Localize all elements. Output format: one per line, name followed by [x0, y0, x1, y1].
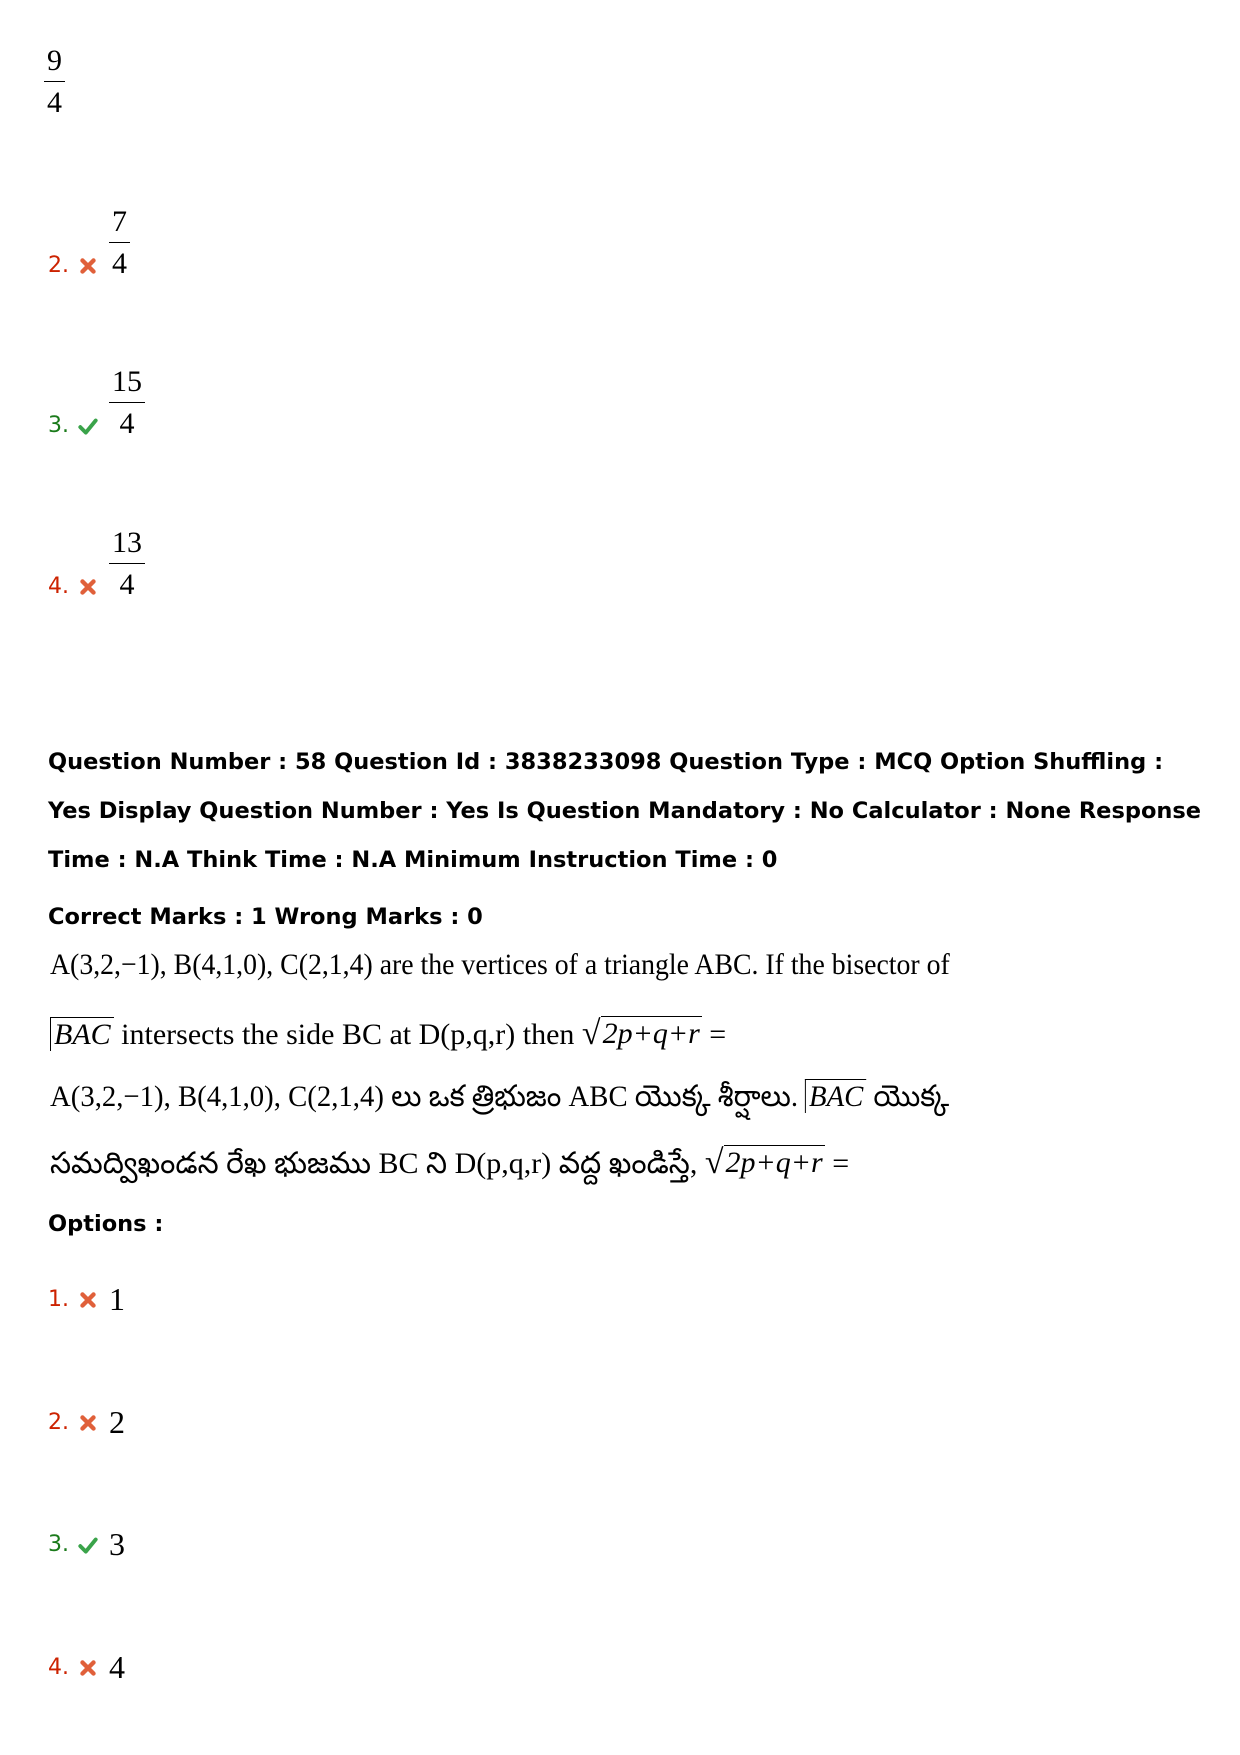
prev-option-2[interactable]	[48, 205, 130, 281]
option-1[interactable]	[48, 1283, 125, 1315]
numerator: 7	[109, 205, 130, 243]
numerator: 9	[44, 44, 65, 82]
question-text: యొక్క	[873, 1080, 950, 1113]
correct-check-icon	[77, 415, 99, 441]
option-number: 3.	[48, 1532, 69, 1557]
question-text-telugu-1	[50, 1080, 949, 1121]
wrong-cross-icon	[77, 1657, 99, 1683]
angle-bac: BAC	[805, 1079, 866, 1113]
question-text: సమద్విఖండన రేఖ భుజము BC ని D(p,q,r) వద్ద ఖండిస్తే,	[50, 1147, 698, 1180]
option-fraction	[44, 44, 65, 120]
denominator: 4	[112, 246, 127, 280]
radical-sign: √	[581, 1015, 601, 1052]
sqrt-radicand: 2p+q+r	[602, 1017, 700, 1050]
question-text-telugu-2	[50, 1145, 849, 1188]
denominator: 4	[47, 85, 62, 119]
sqrt-radicand: 2p+q+r	[725, 1146, 823, 1179]
option-number: 3.	[48, 413, 69, 438]
prev-option-4[interactable]	[48, 526, 145, 602]
option-number: 4.	[48, 1655, 69, 1680]
denominator: 4	[119, 567, 135, 601]
wrong-cross-icon	[77, 576, 99, 602]
question-meta: Question Number : 58 Question Id : 3838233098 Question Type : MCQ Option Shuffling : Yes Display Question Number : Yes Is Question Mandatory : No Calculator : None Response Time : N.A Think Time : N.A Minimum Instruction Time : 0	[48, 749, 1202, 873]
option-fraction	[109, 365, 145, 441]
equals-sign: =	[832, 1147, 850, 1180]
option-value: 3	[109, 1526, 125, 1562]
option-number: 1.	[48, 1287, 69, 1312]
correct-check-icon	[77, 1534, 99, 1560]
option-number: 2.	[48, 1410, 69, 1435]
option-4[interactable]	[48, 1651, 125, 1683]
numerator: 15	[109, 365, 145, 403]
option-number: 4.	[48, 574, 69, 599]
question-text-english-2	[50, 1016, 726, 1052]
options-label: Options :	[48, 1211, 164, 1237]
wrong-cross-icon	[77, 1289, 99, 1315]
question-text: A(3,2,−1), B(4,1,0), C(2,1,4) are the vertices of a triangle ABC. If the bisector of	[50, 948, 950, 981]
option-2[interactable]	[48, 1406, 125, 1438]
question-text-english-1	[50, 948, 950, 982]
option-value: 4	[109, 1649, 125, 1685]
prev-option-3[interactable]	[48, 365, 145, 441]
option-value: 1	[109, 1281, 125, 1317]
angle-bac: BAC	[50, 1017, 114, 1051]
question-text: A(3,2,−1), B(4,1,0), C(2,1,4) లు ఒక త్రిభుజం ABC యొక్క శీర్షాలు.	[50, 1080, 799, 1113]
sqrt-expression	[582, 1016, 702, 1051]
wrong-cross-icon	[77, 1412, 99, 1438]
option-value: 2	[109, 1404, 125, 1440]
numerator: 13	[109, 526, 145, 564]
denominator: 4	[119, 406, 135, 440]
option-fraction	[109, 205, 130, 281]
option-3[interactable]	[48, 1528, 125, 1560]
equals-sign: =	[709, 1018, 727, 1051]
sqrt-expression	[705, 1145, 825, 1180]
radical-sign: √	[704, 1144, 724, 1181]
option-fraction	[109, 526, 145, 602]
wrong-cross-icon	[77, 255, 99, 281]
question-text: intersects the side BC at D(p,q,r) then	[121, 1018, 575, 1051]
question-marks: Correct Marks : 1 Wrong Marks : 0	[48, 904, 483, 930]
option-number: 2.	[48, 253, 69, 278]
